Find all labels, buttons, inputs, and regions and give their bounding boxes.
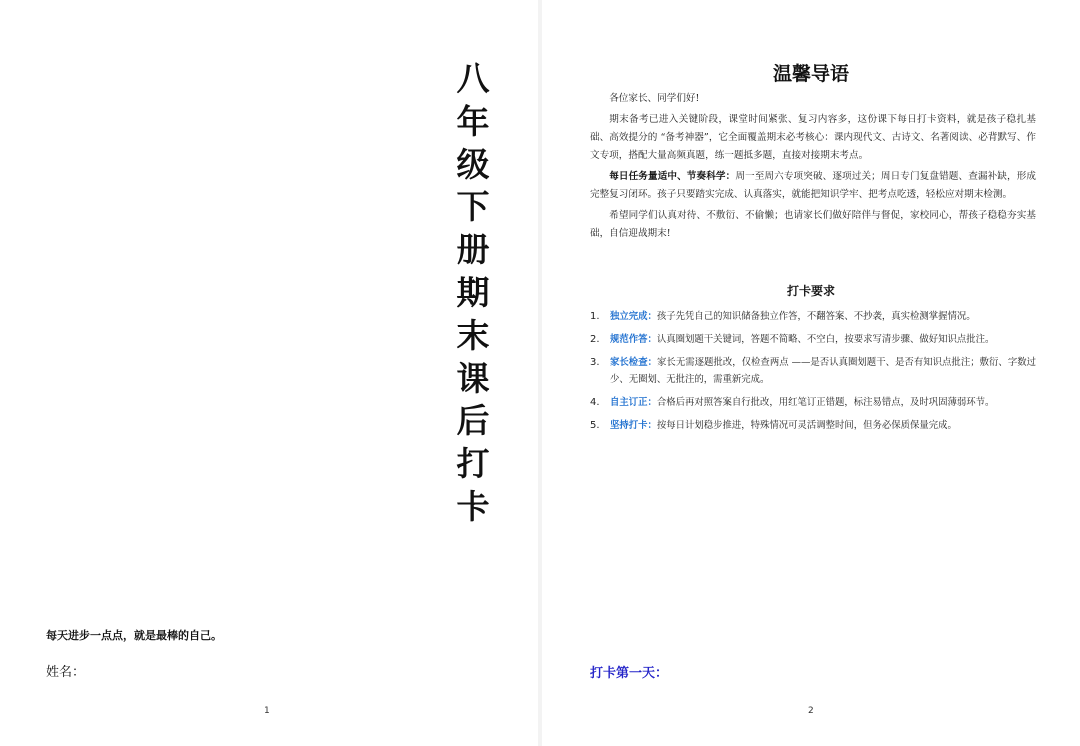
page-number: 1: [264, 706, 270, 716]
requirement-number: 2.: [590, 334, 600, 345]
requirement-number: 4.: [590, 397, 600, 408]
title-char: 下: [456, 187, 490, 227]
intro-section: [590, 90, 1036, 246]
intro-title: 温馨导语: [772, 63, 849, 85]
vertical-title: [448, 58, 498, 529]
intro-paragraph-2-lead: 每日任务量适中、节奏科学：: [609, 171, 736, 182]
requirement-text: 家长无需逐题批改，仅检查两点 ——是否认真圈划题干、是否有知识点批注；敷衍、字数过少、无圈划、无批注的，需重新完成。: [610, 357, 1036, 385]
intro-paragraph-2-text: 周一至周六专项突破、逐项过关；周日专门复盘错题、查漏补缺，形成完整复习闭环。孩子只要踏实完成、认真落实，就能把知识学牢、把考点吃透，轻松应对期末检测。: [590, 171, 1037, 200]
requirement-keyword: 规范作答：: [610, 334, 657, 345]
requirement-keyword: 坚持打卡：: [610, 420, 657, 431]
requirement-text: 认真圈划题干关键词，答题不简略、不空白，按要求写清步骤、做好知识点批注。: [656, 334, 995, 345]
title-char: 级: [456, 144, 490, 184]
day-1-label: 打卡第一天：: [590, 666, 669, 681]
title-char: 末: [456, 315, 490, 355]
title-char: 期: [456, 272, 490, 312]
title-char: 八: [456, 59, 490, 98]
greeting: 各位家长、同学们好!: [609, 93, 700, 104]
title-char: 年: [456, 101, 490, 141]
requirement-item: [590, 331, 1036, 348]
requirement-item: [590, 417, 1036, 434]
intro-paragraph-3: 希望同学们认真对待、不敷衍、不偷懒；也请家长们做好陪伴与督促，家校同心，帮孩子稳稳夯实基础，自信迎战期末!: [590, 210, 1036, 239]
requirements-title: 打卡要求: [786, 284, 835, 298]
requirement-number: 3.: [590, 357, 600, 368]
intro-paragraph-1: 期末备考已进入关键阶段，课堂时间紧张、复习内容多，这份课下每日打卡资料，就是孩子稳扎基础、高效提分的 “备考神器”，它全面覆盖期末必考核心：课内现代文、古诗文、名著阅读、必背默写、作文专项，搭配大量高频真题，练一题抵多题，直接对接期末考点。: [590, 114, 1036, 161]
requirement-text: 孩子先凭自己的知识储备独立作答，不翻答案、不抄袭，真实检测掌握情况。: [656, 311, 976, 322]
page-1: [0, 0, 538, 746]
requirement-keyword: 自主订正：: [610, 397, 657, 408]
requirement-number: 1.: [590, 311, 600, 322]
requirement-item: [590, 354, 1036, 388]
name-label: 姓名：: [46, 665, 86, 680]
title-char: 册: [456, 230, 490, 270]
requirement-item: [590, 308, 1036, 325]
page-2: [542, 0, 1080, 746]
requirement-item: [590, 394, 1036, 411]
requirement-number: 5.: [590, 420, 600, 431]
requirement-keyword: 独立完成：: [610, 311, 657, 322]
title-char: 卡: [456, 486, 490, 526]
requirement-keyword: 家长检查：: [610, 357, 658, 368]
requirements-list: [590, 308, 1036, 440]
title-char: 课: [456, 358, 490, 398]
title-char: 打: [456, 444, 490, 484]
motto: 每天进步一点点，就是最棒的自己。: [46, 629, 222, 642]
requirement-text: 合格后再对照答案自行批改，用红笔订正错题，标注易错点，及时巩固薄弱环节。: [656, 397, 995, 408]
page-number: 2: [808, 706, 814, 716]
intro-paragraph-2: [590, 168, 1036, 204]
title-char: 后: [456, 401, 490, 441]
requirement-text: 按每日计划稳步推进，特殊情况可灵活调整时间，但务必保质保量完成。: [656, 420, 957, 431]
